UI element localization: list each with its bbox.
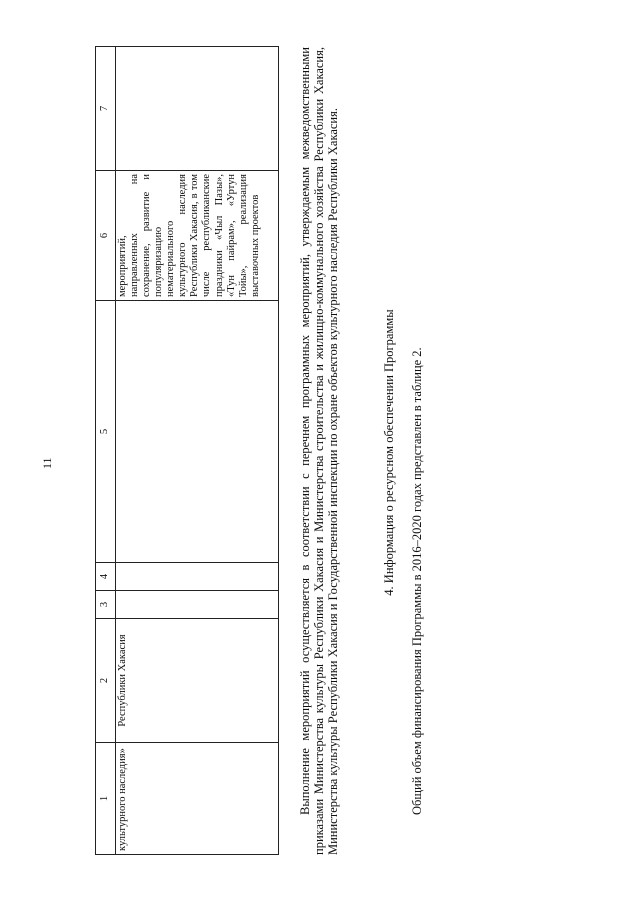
column-header-2: 2 bbox=[96, 619, 116, 743]
column-header-4: 4 bbox=[96, 563, 116, 591]
table-header-row bbox=[96, 47, 116, 855]
cell-col6: мероприятий, направленных на сохранение, развитие и популяризацию нематериального культурного наследия Республики Хакасия, в том числе республиканские праздники «Чыл Пазы», «Тун пайрам», «Уртун Тойы», реализация выставочных проектов bbox=[116, 171, 279, 301]
cell-col4 bbox=[116, 563, 279, 591]
table-row bbox=[116, 47, 279, 855]
programs-paragraph: Выполнение мероприятий осуществляется в соответствии с перечнем программных мероприятий, утверждаемым межведомственными приказами Министерства культуры Республики Хакасия и Министерства строительства и жилищно-коммунального хозяйства Республики Хакасия, Министерства культуры Республики Хакасия и Государственной инспекции по охране объектов культурного наследия Республики Хакасия. bbox=[298, 47, 341, 855]
funding-paragraph: Общий объем финансирования Программы в 2016–2020 годах представлен в таблице 2. bbox=[410, 347, 424, 815]
column-header-7: 7 bbox=[96, 47, 116, 171]
cell-col3 bbox=[116, 591, 279, 619]
cell-col1: культурного наследия» bbox=[116, 743, 279, 855]
cell-col2: Республики Хакасия bbox=[116, 619, 279, 743]
cell-col5 bbox=[116, 301, 279, 563]
section-heading: 4. Информация о ресурсном обеспечении Программы bbox=[382, 309, 396, 596]
program-activities-table bbox=[95, 46, 279, 855]
column-header-6: 6 bbox=[96, 171, 116, 301]
column-header-5: 5 bbox=[96, 301, 116, 563]
column-header-1: 1 bbox=[96, 743, 116, 855]
column-header-3: 3 bbox=[96, 591, 116, 619]
cell-col7 bbox=[116, 47, 279, 171]
page-number: 11 bbox=[40, 457, 54, 469]
